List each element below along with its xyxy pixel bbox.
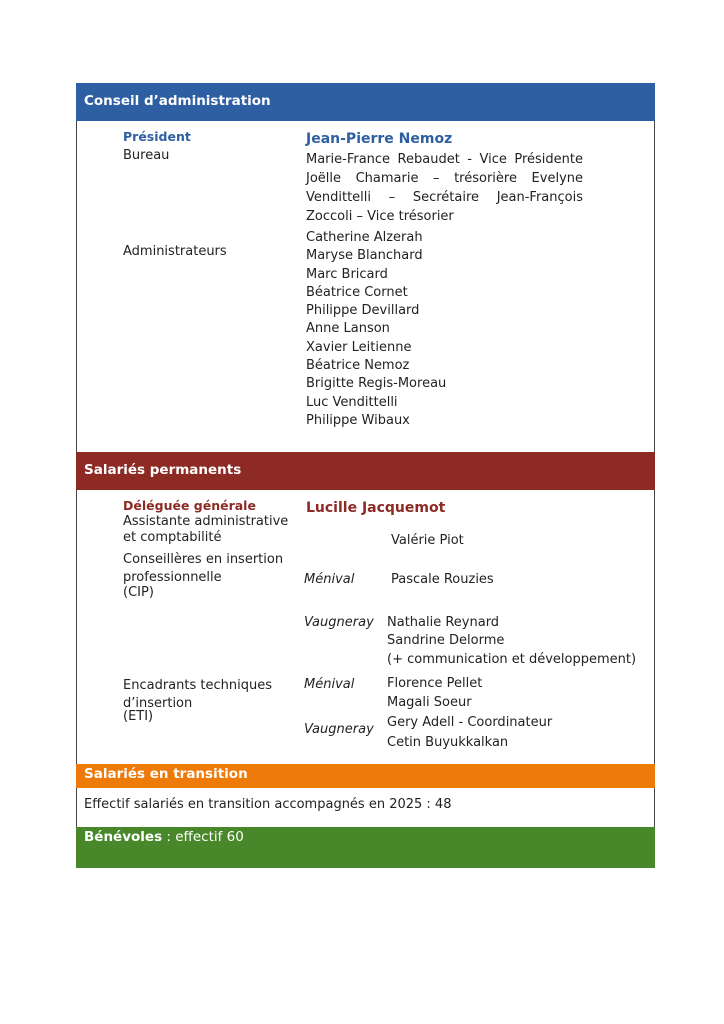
cip-name-delorme-note: (+ communication et développement) xyxy=(387,652,637,667)
assistante-label-2: et comptabilité xyxy=(123,530,222,545)
section-title-conseil: Conseil d’administration xyxy=(84,93,271,109)
eti-site-menival: Ménival xyxy=(304,677,355,692)
eti-name-pellet: Florence Pellet xyxy=(387,676,483,691)
transition-text: Effectif salariés en transition accompagnés en 2025 : 48 xyxy=(84,797,452,812)
president-label: Président xyxy=(123,129,191,144)
bureau-members: Marie-France Rebaudet - Vice Présidente Joëlle Chamarie – trésorière Evelyne Vendittelli – Secrétaire Jean-François Zoccoli – Vice trésorier xyxy=(306,152,583,224)
administrateur-item: Béatrice Cornet xyxy=(306,284,408,300)
section-header-conseil xyxy=(76,83,655,121)
cip-name-reynard: Nathalie Reynard xyxy=(387,615,500,630)
administrateur-item: Maryse Blanchard xyxy=(306,248,423,264)
eti-name-soeur: Magali Soeur xyxy=(387,695,472,710)
administrateurs-list xyxy=(306,229,446,430)
administrateurs-label: Administrateurs xyxy=(123,244,227,259)
administrateur-item: Luc Vendittelli xyxy=(306,394,398,410)
section-header-salaries xyxy=(76,452,655,490)
cip-name-delorme: Sandrine Delorme xyxy=(387,633,505,648)
administrateur-item: Brigitte Regis-Moreau xyxy=(306,376,447,392)
deleguee-name: Lucille Jacquemot xyxy=(306,500,446,516)
eti-name-adell: Gery Adell - Coordinateur xyxy=(387,715,553,730)
administrateur-item: Anne Lanson xyxy=(306,321,390,337)
administrateur-item: Béatrice Nemoz xyxy=(306,358,410,374)
assistante-name: Valérie Piot xyxy=(391,533,464,548)
benevoles-text: : effectif 60 xyxy=(162,829,244,845)
administrateur-item: Marc Bricard xyxy=(306,266,388,282)
section-title-salaries: Salariés permanents xyxy=(84,462,242,478)
eti-label-2: d’insertion xyxy=(123,696,193,711)
president-name: Jean-Pierre Nemoz xyxy=(306,131,453,147)
deleguee-label: Déléguée générale xyxy=(123,498,256,513)
cip-site-vaugneray: Vaugneray xyxy=(304,615,374,630)
cip-name-rouzies: Pascale Rouzies xyxy=(391,572,494,587)
administrateur-item: Catherine Alzerah xyxy=(306,230,423,245)
bureau-label: Bureau xyxy=(123,148,170,163)
cip-site-menival: Ménival xyxy=(304,572,355,587)
section-header-transition xyxy=(76,764,655,788)
benevoles-title: Bénévoles xyxy=(84,829,163,845)
eti-name-buyukkalkan: Cetin Buyukkalkan xyxy=(387,735,509,750)
administrateur-item: Philippe Devillard xyxy=(306,303,420,319)
eti-label: Encadrants techniques xyxy=(123,678,272,693)
section-title-transition: Salariés en transition xyxy=(84,766,248,782)
eti-label-3: (ETI) xyxy=(123,709,154,724)
cip-label-2: professionnelle xyxy=(123,570,222,585)
section-benevoles xyxy=(76,827,655,868)
administrateur-item: Philippe Wibaux xyxy=(306,412,410,428)
eti-site-vaugneray: Vaugneray xyxy=(304,722,374,737)
administrateur-item: Xavier Leitienne xyxy=(306,339,412,355)
assistante-label: Assistante administrative xyxy=(123,514,289,529)
cip-label-3: (CIP) xyxy=(123,585,154,600)
cip-label: Conseillères en insertion xyxy=(123,552,284,567)
